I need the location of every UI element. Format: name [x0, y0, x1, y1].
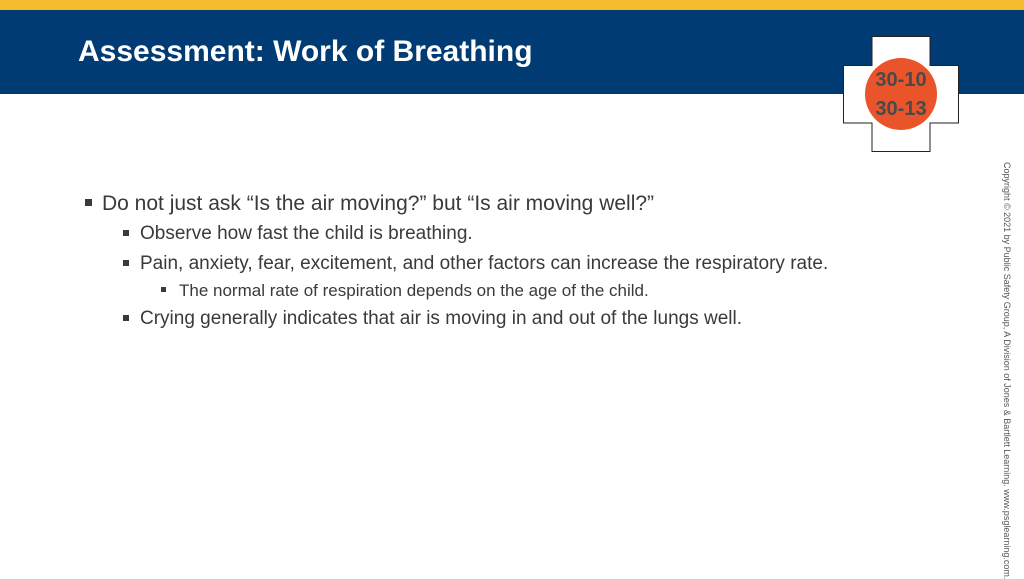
square-bullet-icon [123, 260, 129, 266]
bullet-text: Pain, anxiety, fear, excitement, and other factors can increase the respiratory rate. [140, 253, 829, 274]
square-bullet-icon [161, 287, 166, 292]
badge-page-start: 30-10 [875, 69, 927, 91]
bullet-text: Crying generally indicates that air is moving in and out of the lungs well. [140, 308, 742, 329]
square-bullet-icon [123, 230, 129, 236]
copyright-notice: Copyright © 2021 by Public Safety Group, A Division of Jones & Bartlett Learning. www.psglearning.com. [1002, 162, 1012, 579]
square-bullet-icon [123, 315, 129, 321]
bullet-text: Do not just ask “Is the air moving?” but “Is air moving well?” [102, 192, 655, 215]
square-bullet-icon [85, 199, 92, 206]
slide-title: Assessment: Work of Breathing [78, 35, 533, 68]
bullet-text: The normal rate of respiration depends on the age of the child. [179, 281, 649, 300]
bullet-text: Observe how fast the child is breathing. [140, 223, 473, 244]
badge-page-end: 30-13 [875, 98, 927, 120]
